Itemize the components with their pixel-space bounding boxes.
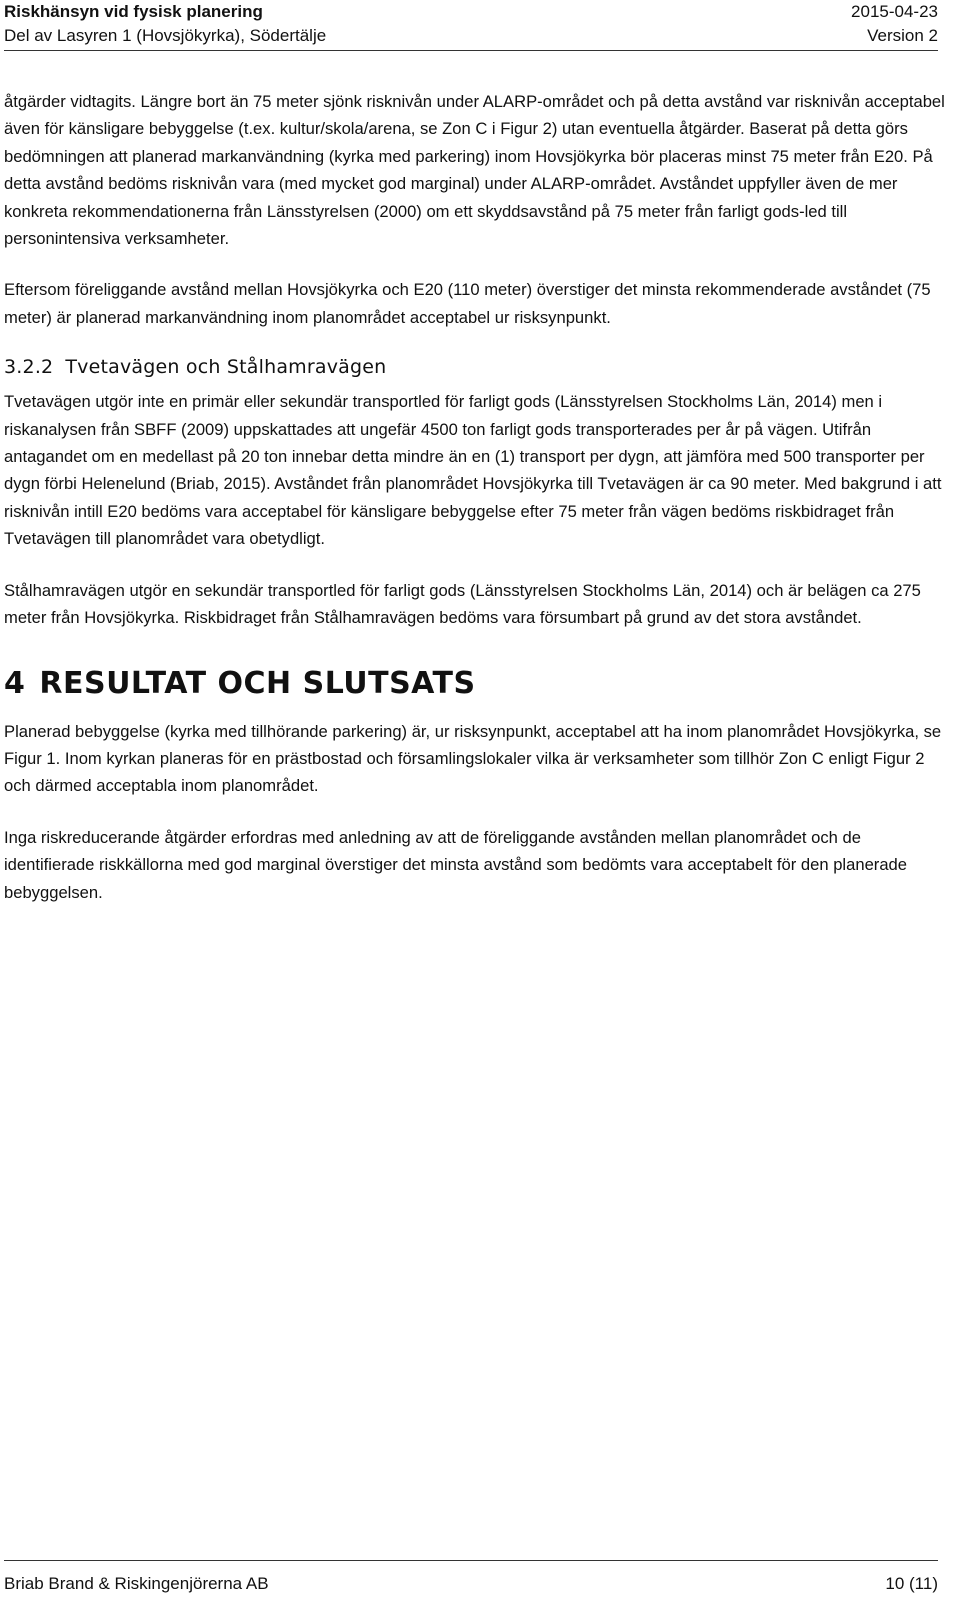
section-title: Tvetavägen och Stålhamravägen bbox=[65, 356, 387, 379]
paragraph: åtgärder vidtagits. Längre bort än 75 meter sjönk risknivån under ALARP-området och på detta avstånd var risknivån acceptabel även för känsligare bebyggelse (t.ex. kultur/skola/arena, se Zon C i Figur 2) utan eventuella åtgärder. Baserat på detta görs bedömningen att planerad markanvändning (kyrka med parkering) inom Hovsjökyrka bör placeras minst 75 meter från E20. På detta avstånd bedöms risknivån vara (med mycket god marginal) under ALARP-området. Avståndet uppfyller även de mer konkreta rekommendationerna från Länsstyrelsen (2000) om ett skyddsavstånd på 75 meter från farligt gods-led till personintensiva verksamheter. bbox=[4, 92, 945, 249]
paragraph: Planerad bebyggelse (kyrka med tillhörande parkering) är, ur risksynpunkt, acceptabel att ha inom planområdet Hovsjökyrka, se Figur 1. Inom kyrkan planeras för en prästbostad och församlingslokaler vilka är verksamheter som tillhör Zon C enligt Figur 2 och därmed acceptabla inom planområdet. bbox=[4, 721, 942, 796]
section-number: 3.2.2 bbox=[4, 356, 54, 379]
header-row-top bbox=[4, 0, 938, 24]
paragraph: Stålhamravägen utgör en sekundär transportled för farligt gods (Länsstyrelsen Stockholms Län, 2014) och är belägen ca 275 meter från Hovsjökyrka. Riskbidraget från Stålhamravägen bedöms vara försumbart på grund av det stora avståndet. bbox=[4, 580, 921, 628]
header-row-bottom bbox=[4, 24, 938, 48]
page-header bbox=[4, 0, 938, 51]
footer-company: Briab Brand & Riskingenjörerna AB bbox=[4, 1574, 269, 1593]
paragraph: Inga riskreducerande åtgärder erfordras med anledning av att de föreliggande avstånden mellan planområdet och de identifierade riskkällorna med god marginal överstiger det minsta avstånd som bedömts vara acceptabelt för den planerade bebyggelsen. bbox=[4, 827, 908, 902]
section-heading-4 bbox=[4, 664, 950, 704]
paragraph: Eftersom föreliggande avstånd mellan Hovsjökyrka och E20 (110 meter) överstiger det minsta rekommenderade avståndet (75 meter) är planerad markanvändning inom planområdet acceptabel ur risksynpunkt. bbox=[4, 280, 931, 327]
section-number: 4 bbox=[4, 665, 26, 701]
document-subtitle: Del av Lasyren 1 (Hovsjökyrka), Södertälje bbox=[4, 26, 327, 45]
page-footer bbox=[4, 1560, 938, 1600]
document-title: Riskhänsyn vid fysisk planering bbox=[4, 2, 263, 21]
section-heading-3-2-2 bbox=[4, 354, 950, 380]
paragraph: Tvetavägen utgör inte en primär eller sekundär transportled för farligt gods (Länsstyrelsen Stockholms Län, 2014) men i riskanalysen från SBFF (2009) uppskattades att ungefär 4500 ton farligt gods transporterades per år på vägen. Utifrån antagandet om en medellast på 20 ton innebar detta mindre än en (1) transport per dygn, att jämföra med 500 transporter per dygn förbi Helenelund (Briab, 2015). Avståndet från planområdet Hovsjökyrka till Tvetavägen är ca 90 meter. Med bakgrund i att risknivån intill E20 bedöms vara acceptabel för känsligare bebyggelse efter 75 meter från vägen bedöms riskbidraget från Tvetavägen till planområdet vara obetydligt. bbox=[4, 392, 942, 549]
document-date: 2015-04-23 bbox=[851, 2, 938, 21]
page-content bbox=[4, 88, 950, 906]
page-number: 10 (11) bbox=[885, 1574, 938, 1593]
document-version: Version 2 bbox=[867, 26, 938, 45]
section-title: RESULTAT OCH SLUTSATS bbox=[39, 665, 476, 701]
